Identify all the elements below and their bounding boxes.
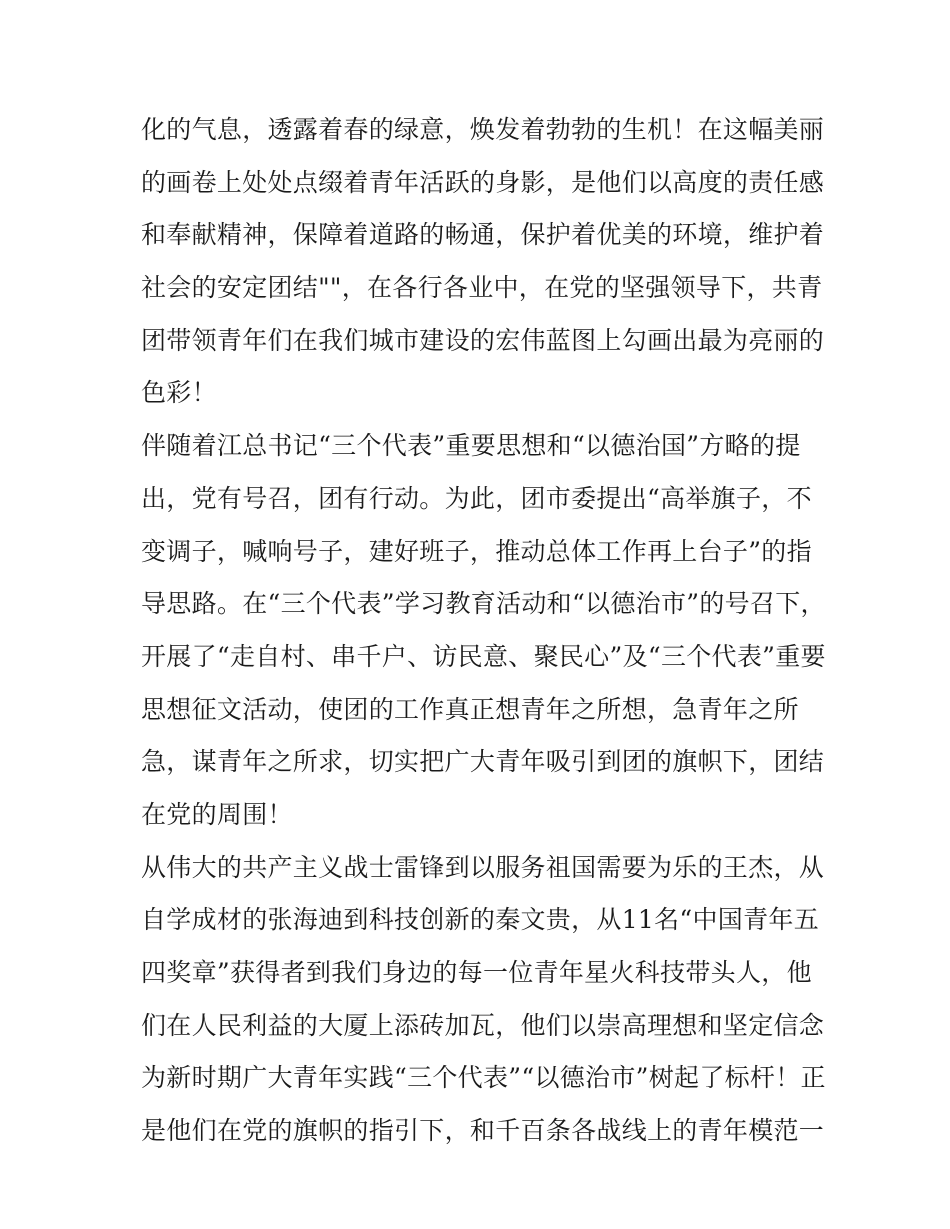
text-line: 变调子，喊响号子，建好班子，推动总体工作再上台子”的指	[141, 536, 812, 566]
body-text	[141, 108, 826, 1162]
text-line: 和奉献精神，保障着道路的畅通，保护着优美的环境，维护着	[141, 220, 825, 250]
text-line: 是他们在党的旗帜的指引下，和千百条各战线上的青年模范一	[141, 1116, 825, 1146]
text-line: 急，谋青年之所求，切实把广大青年吸引到团的旗帜下，团结	[141, 747, 825, 777]
text-line: 自学成材的张海迪到科技创新的秦文贵，从11名“中国青年五	[141, 905, 819, 935]
text-line: 的画卷上处处点缀着青年活跃的身影，是他们以高度的责任感	[141, 167, 825, 197]
text-line: 为新时期广大青年实践“三个代表”“以德治市”树起了标杆！正	[141, 1063, 826, 1093]
text-line: 导思路。在“三个代表”学习教育活动和“以德治市”的号召下，	[141, 589, 826, 619]
text-line: 们在人民利益的大厦上添砖加瓦，他们以崇高理想和坚定信念	[141, 1010, 825, 1040]
text-line: 社会的安定团结""，在各行各业中，在党的坚强领导下，共青	[141, 273, 823, 303]
text-line: 开展了“走自村、串千户、访民意、聚民心”及“三个代表”重要	[141, 641, 826, 671]
text-line: 色彩！	[141, 378, 217, 408]
text-line: 出，党有号召，团有行动。为此，团市委提出“高举旗子，不	[141, 483, 812, 513]
text-line: 团带领青年们在我们城市建设的宏伟蓝图上勾画出最为亮丽的	[141, 325, 825, 355]
text-line: 四奖章”获得者到我们身边的每一位青年星火科技带头人，他	[141, 958, 812, 987]
text-line: 思想征文活动，使团的工作真正想青年之所想，急青年之所	[141, 694, 799, 724]
text-line: 伴随着江总书记“三个代表”重要思想和“以德治国”方略的提	[141, 431, 801, 461]
text-line: 化的气息，透露着春的绿意，焕发着勃勃的生机！在这幅美丽	[141, 115, 825, 144]
text-line: 从伟大的共产主义战士雷锋到以服务祖国需要为乐的王杰，从	[141, 852, 825, 882]
text-line: 在党的周围！	[141, 799, 293, 829]
